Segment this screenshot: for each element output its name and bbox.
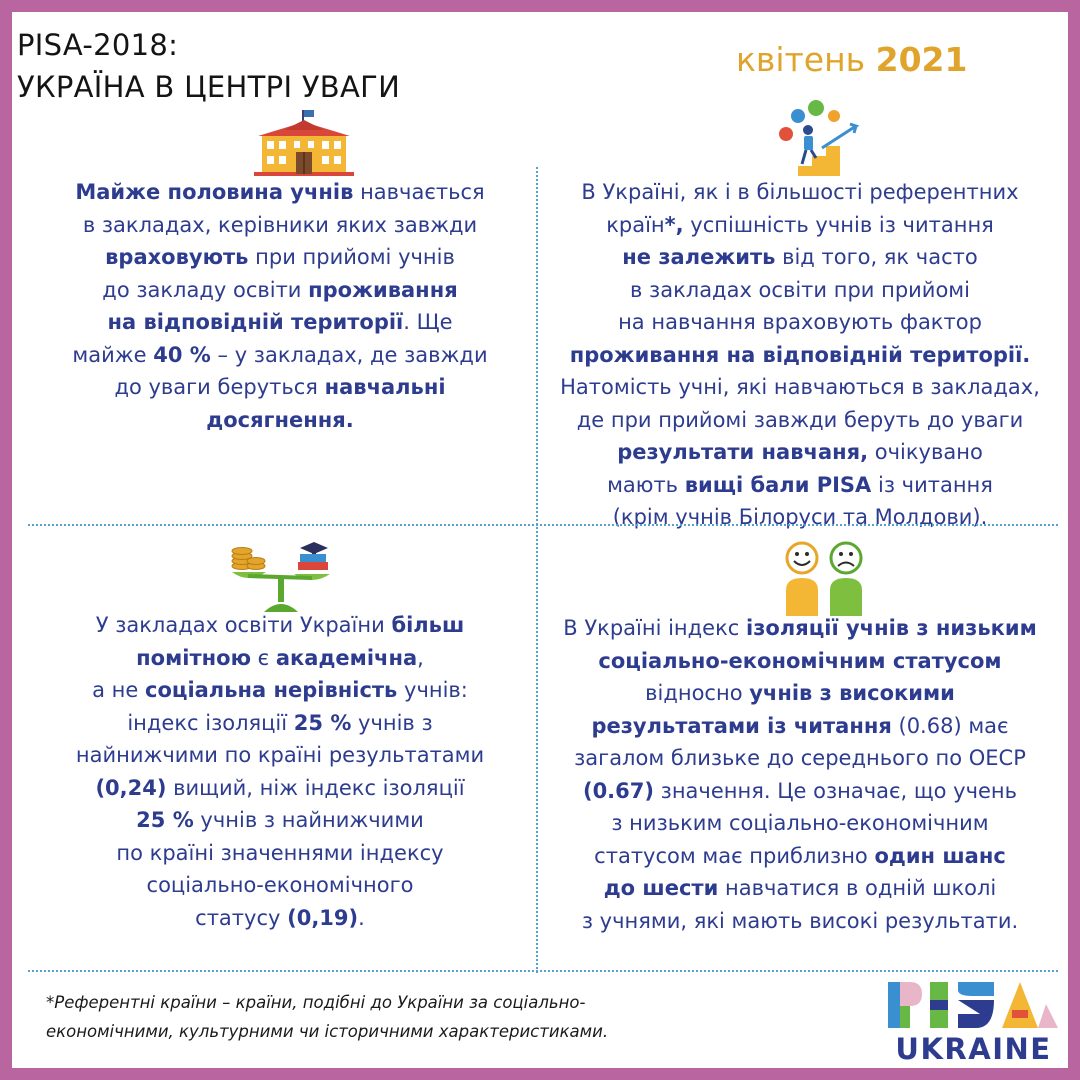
text: .: [358, 905, 365, 930]
page-title: [17, 24, 400, 108]
title-line-1: PISA-2018:: [17, 28, 179, 62]
text-line: Натомість учні, які навчаються в закладах,: [560, 375, 1040, 399]
text-line: з учнями, які мають високі результати.: [581, 908, 1019, 933]
text: країн: [606, 212, 665, 237]
date-month: квітень: [736, 40, 866, 79]
infographic-card: [12, 12, 1068, 1068]
text: є: [250, 645, 276, 670]
pisa-ukraine-logo: [886, 980, 1061, 1066]
text: мають: [607, 472, 685, 497]
vertical-divider: [536, 167, 538, 973]
text: – у закладах, де завжди: [210, 342, 488, 367]
text: при прийомі учнів: [248, 245, 455, 269]
text: вищий, ніж індекс ізоляції: [166, 775, 465, 800]
text: статусу: [195, 905, 288, 930]
text: учнів з найнижчими: [193, 808, 424, 832]
text-line: по країні значеннями індексу: [116, 840, 444, 865]
highlight: помітною: [136, 645, 251, 670]
highlight: соціально-економічним статусом: [598, 648, 1002, 673]
text: учнів з: [351, 710, 433, 735]
text: до уваги беруться: [114, 375, 325, 399]
highlight: академічна: [275, 645, 418, 670]
text-line: на навчання враховують фактор: [618, 310, 982, 334]
highlight: один шанс: [874, 843, 1006, 868]
text-line: загалом близьке до середнього по ОЕСР: [574, 746, 1026, 770]
publication-date: [736, 40, 967, 79]
text: ,: [417, 645, 424, 670]
horizontal-divider: [28, 524, 1058, 526]
highlight: проживання на відповідній території.: [569, 342, 1031, 367]
footnote-line-2: економічними, культурними чи історичними характеристиками.: [46, 1022, 609, 1041]
text-line: в закладах освіти при прийомі: [630, 277, 970, 302]
date-year: 2021: [875, 40, 968, 79]
highlight: соціальна нерівність: [145, 678, 398, 702]
highlight: результатами із читання: [591, 713, 892, 738]
text: навчатися в одній школі: [718, 876, 997, 900]
logo-word-ukraine: UKRAINE: [895, 1032, 1052, 1066]
text: успішність учнів із читання: [683, 212, 994, 237]
highlight: на відповідній території: [107, 310, 404, 334]
highlight: вищі бали PISA: [684, 472, 872, 497]
footnote: [46, 988, 608, 1046]
text: . Ще: [403, 310, 453, 334]
highlight: учнів з високими: [749, 681, 955, 705]
text: (0.68) має: [891, 713, 1009, 738]
text-block-isolation-index: [540, 612, 1060, 937]
text: відносно: [645, 681, 750, 705]
text-block-reading-performance: [540, 176, 1060, 534]
highlight: ізоляції учнів з низьким: [746, 616, 1037, 640]
school-building-icon: [250, 110, 358, 176]
highlight: (0,24): [95, 775, 167, 800]
text-line: найнижчими по країні результатами: [75, 743, 485, 767]
balance-scale-icon: [220, 536, 340, 612]
footnote-line-1: *Референтні країни – країни, подібні до України за соціально-: [46, 993, 586, 1012]
happy-sad-students-icon: [782, 540, 866, 616]
highlight: враховують: [105, 245, 249, 269]
highlight: навчальні: [324, 375, 446, 399]
highlight: проживання: [308, 277, 458, 302]
highlight: (0,19): [287, 905, 359, 930]
highlight: не залежить: [622, 245, 776, 269]
text-line: соціально-економічного: [146, 873, 414, 897]
text: із читання: [871, 472, 993, 497]
highlight: 25 %: [136, 808, 194, 832]
text: а не: [92, 678, 145, 702]
text: значення. Це означає, що учень: [653, 778, 1018, 803]
text-line: з низьким соціально-економічним: [611, 811, 989, 835]
highlight: 25 %: [293, 710, 352, 735]
text: навчається: [353, 180, 485, 204]
text: очікувано: [868, 440, 983, 464]
highlight: більш: [391, 613, 465, 637]
highlight: *,: [664, 212, 684, 237]
text: майже: [72, 342, 154, 367]
text-block-academic-inequality: [30, 609, 530, 934]
highlight: 40 %: [153, 342, 211, 367]
text: У закладах освіти України: [95, 613, 392, 637]
text-line: де при прийомі завжди беруть до уваги: [576, 407, 1024, 432]
highlight: Майже половина учнів: [75, 180, 354, 204]
text-line: (крім учнів Білоруси та Молдови).: [612, 505, 988, 529]
footer-divider: [28, 970, 1058, 972]
text: індекс ізоляції: [127, 710, 294, 735]
growth-stairs-icon: [772, 98, 868, 176]
pisa-logo-mark: [886, 980, 1061, 1032]
title-line-2: УКРАЇНА В ЦЕНТРІ УВАГИ: [17, 70, 401, 104]
text-block-admission-policy: [30, 176, 530, 436]
text: до закладу освіти: [102, 277, 309, 302]
highlight: до шести: [603, 876, 719, 900]
highlight: результати навчаня,: [617, 440, 869, 464]
highlight: досягнення.: [206, 407, 354, 432]
text-line: в закладах, керівники яких завжди: [82, 212, 478, 237]
text: учнів:: [397, 678, 468, 702]
text: В Україні індекс: [563, 616, 746, 640]
text: від того, як часто: [775, 245, 978, 269]
highlight: (0.67): [582, 778, 654, 803]
text: статусом має приблизно: [594, 843, 875, 868]
text-line: В Україні, як і в більшості референтних: [581, 180, 1019, 204]
